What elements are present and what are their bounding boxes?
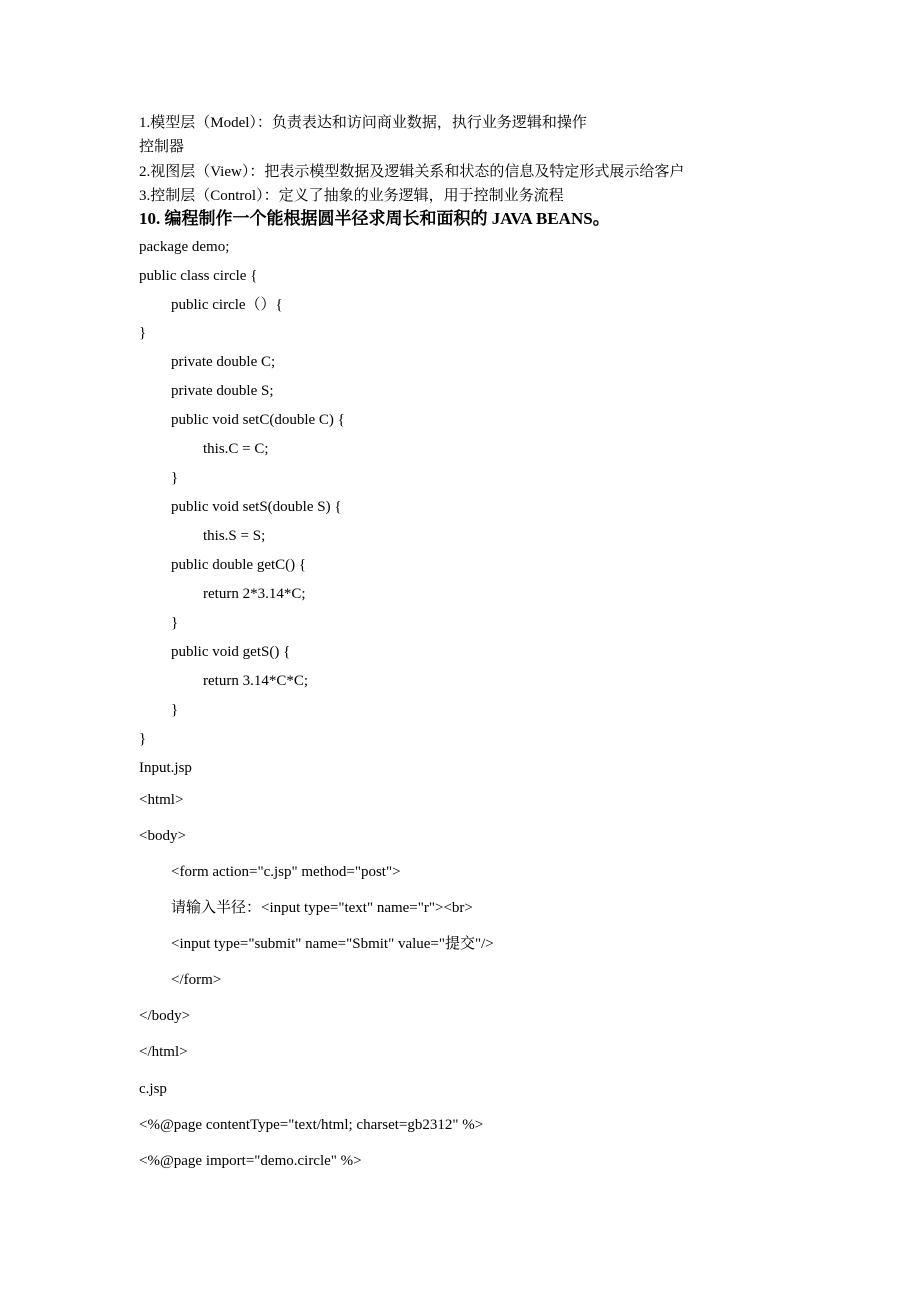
code-line: <body> — [139, 828, 186, 844]
mvc-line-controller: 控制器 — [139, 139, 185, 155]
code-line: } — [171, 702, 179, 718]
code-line: public double getC() { — [171, 557, 307, 573]
mvc-line-control: 3.控制层（Control）：定义了抽象的业务逻辑，用于控制业务流程 — [139, 188, 564, 204]
code-line: <%@page contentType="text/html; charset=gb2312" %> — [139, 1117, 484, 1133]
c-jsp-title: c.jsp — [139, 1081, 167, 1097]
question-heading: 10. 编程制作一个能根据圆半径求周长和面积的 JAVA BEANS。 — [139, 209, 610, 228]
code-line: } — [139, 325, 147, 341]
code-line: <html> — [139, 792, 184, 808]
code-line: } — [171, 615, 179, 631]
code-line: <form action="c.jsp" method="post"> — [171, 864, 401, 880]
code-line: <input type="submit" name="Sbmit" value="提交"/> — [171, 936, 494, 952]
code-line: private double S; — [171, 383, 274, 399]
code-line: 请输入半径：<input type="text" name="r"><br> — [171, 900, 473, 916]
code-line: <%@page import="demo.circle" %> — [139, 1153, 362, 1169]
code-line: return 2*3.14*C; — [203, 586, 306, 602]
code-line: </form> — [171, 972, 222, 988]
code-line: public void setC(double C) { — [171, 412, 345, 428]
code-line: public circle（）{ — [171, 297, 283, 313]
code-line: } — [171, 470, 179, 486]
code-line: this.C = C; — [203, 441, 269, 457]
input-jsp-title: Input.jsp — [139, 760, 192, 776]
code-line: package demo; — [139, 239, 230, 255]
mvc-line-model: 1.模型层（Model）：负责表达和访问商业数据，执行业务逻辑和操作 — [139, 115, 587, 131]
code-line: public void getS() { — [171, 644, 291, 660]
mvc-line-view: 2.视图层（View）：把表示模型数据及逻辑关系和状态的信息及特定形式展示给客户 — [139, 164, 685, 180]
code-line: } — [139, 731, 147, 747]
code-line: return 3.14*C*C; — [203, 673, 308, 689]
code-line: </html> — [139, 1044, 188, 1060]
code-line: this.S = S; — [203, 528, 266, 544]
code-line: public class circle { — [139, 268, 258, 284]
code-line: </body> — [139, 1008, 191, 1024]
code-line: public void setS(double S) { — [171, 499, 342, 515]
code-line: private double C; — [171, 354, 276, 370]
